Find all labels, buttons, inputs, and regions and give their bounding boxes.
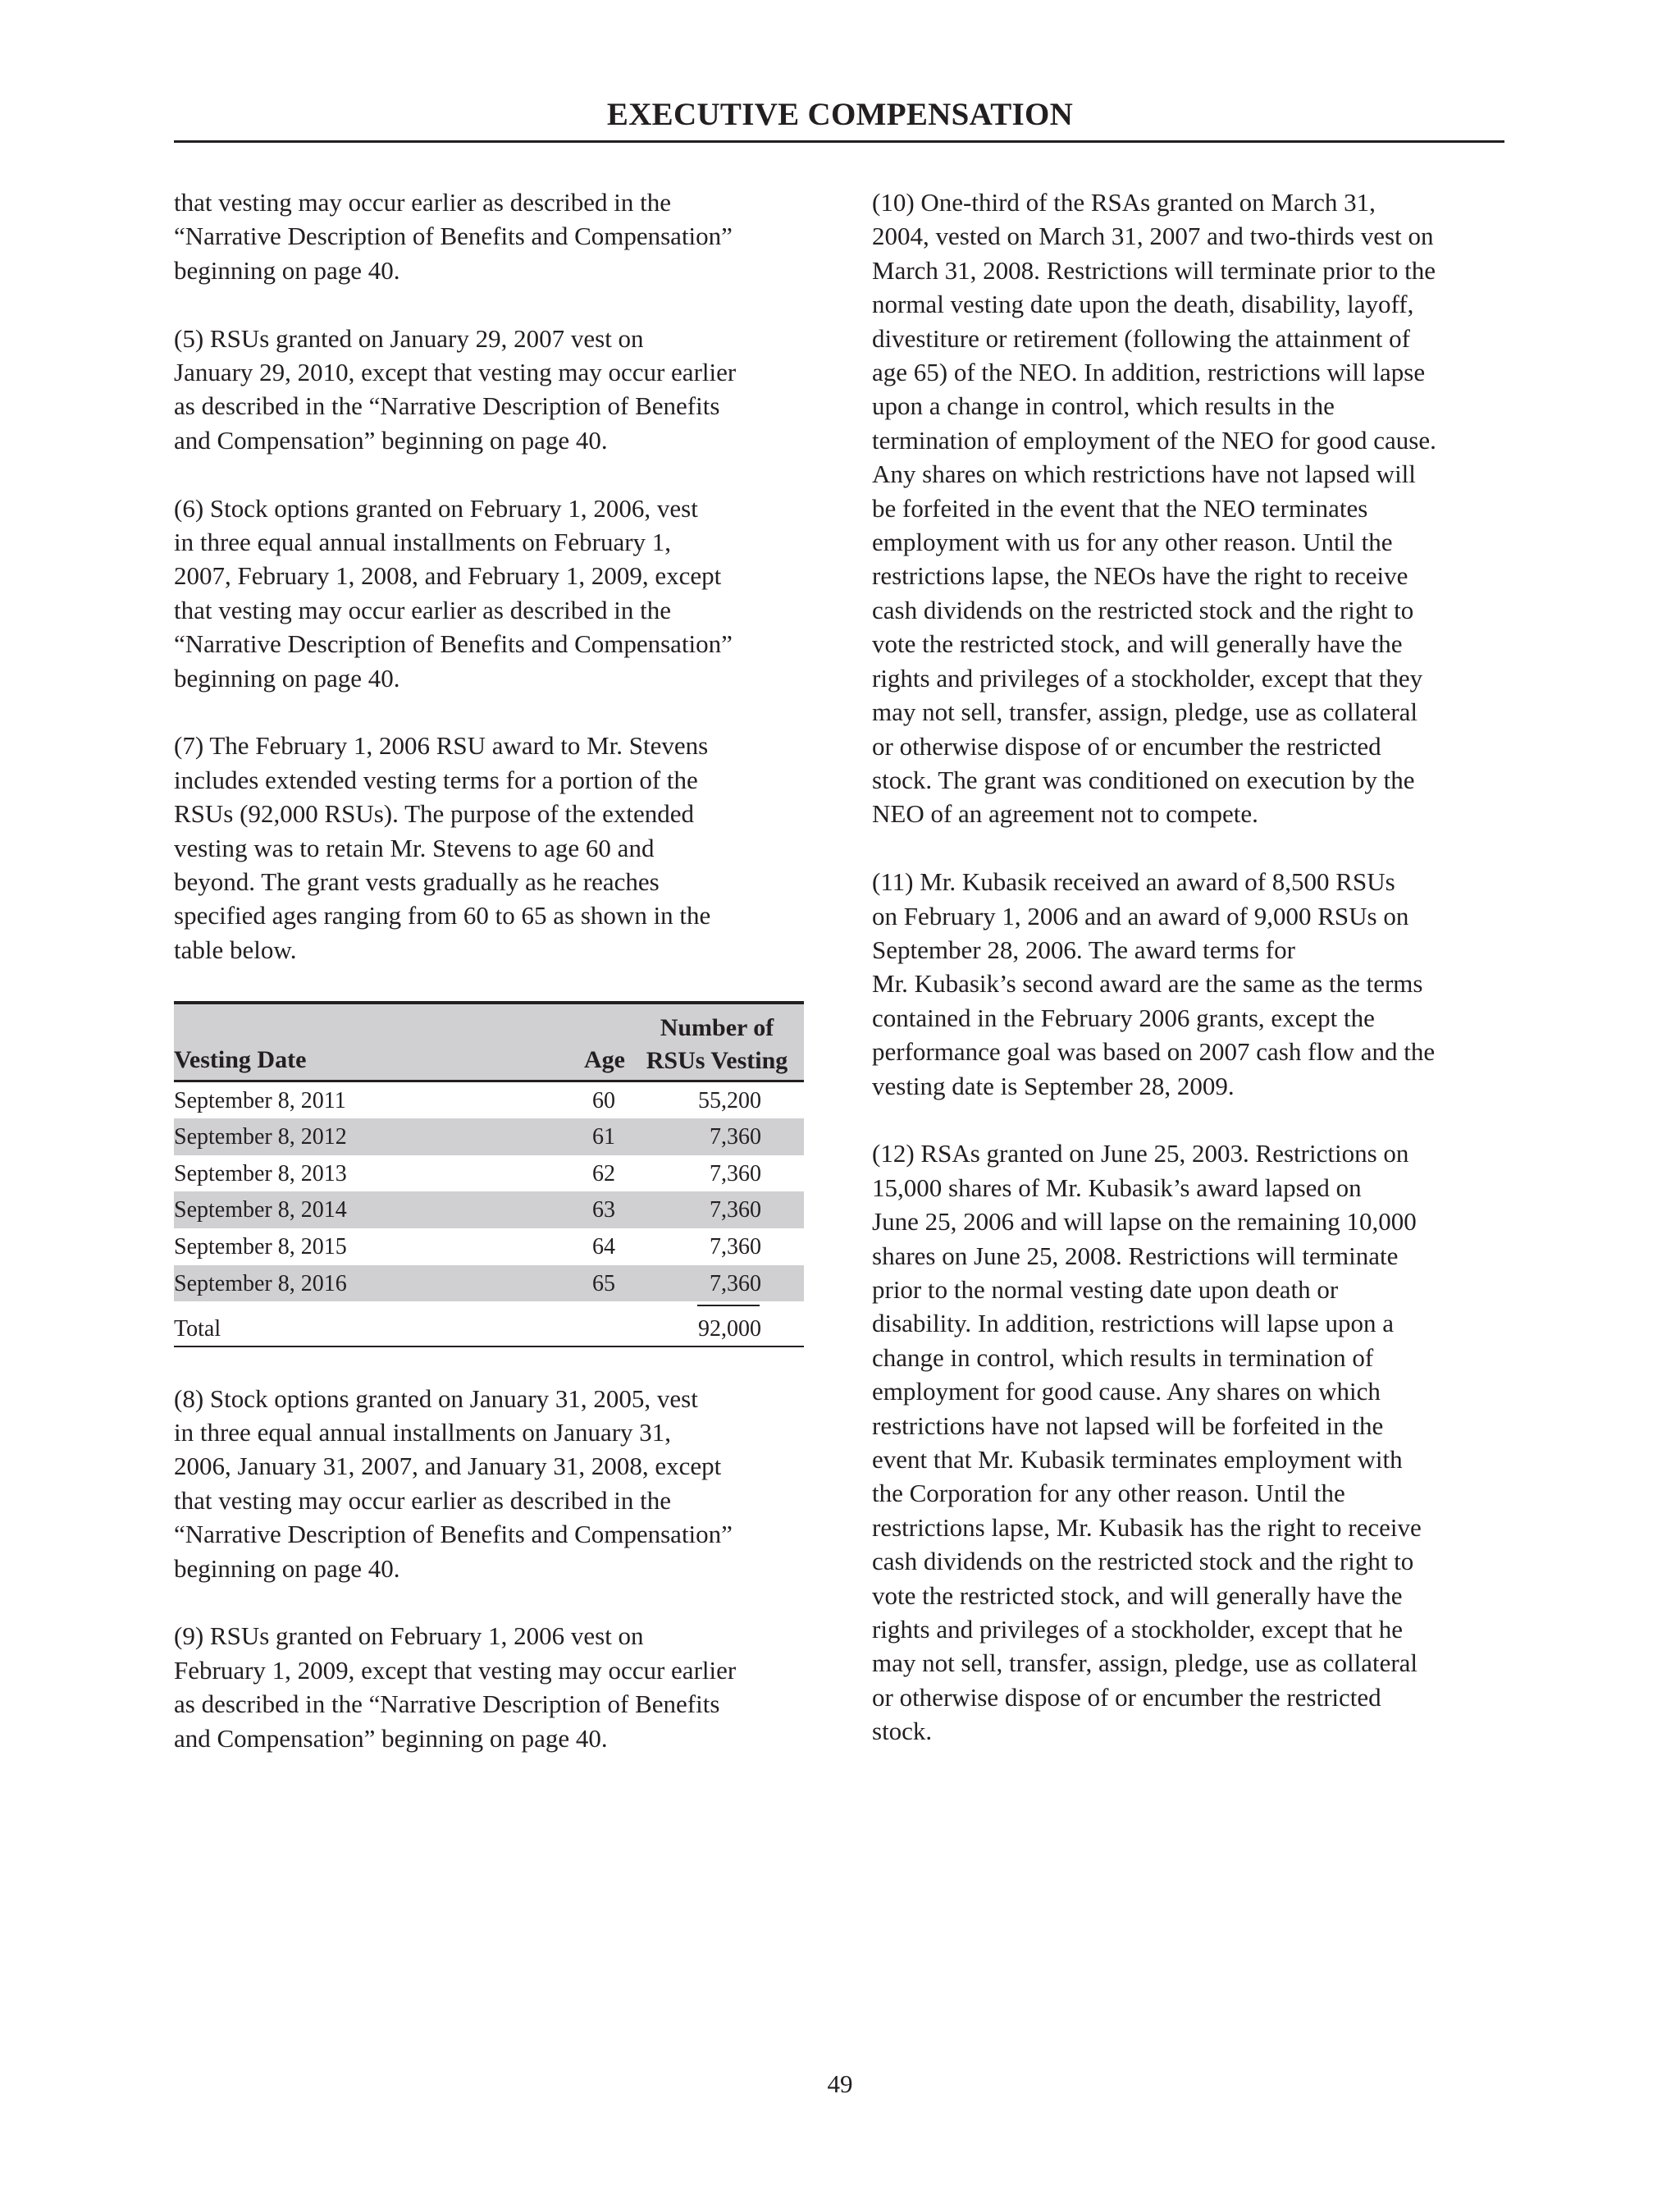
text-line: cash dividends on the restricted stock and the right to — [872, 1547, 1414, 1576]
cell-vesting-date: September 8, 2014 — [174, 1197, 347, 1223]
text-line: beyond. The grant vests gradually as he reaches — [174, 867, 660, 897]
text-line: beginning on page 40. — [174, 255, 400, 285]
text-line: (11) Mr. Kubasik received an award of 8,500 RSUs — [872, 867, 1395, 897]
header-age: Age — [584, 1046, 625, 1074]
text-line: (7) The February 1, 2006 RSU award to Mr. Stevens — [174, 731, 709, 761]
text-line: June 25, 2006 and will lapse on the remaining 10,000 — [872, 1207, 1417, 1237]
text-line: in three equal annual installments on January 31, — [174, 1418, 672, 1447]
text-line: and Compensation” beginning on page 40. — [174, 1723, 608, 1753]
left-column — [174, 185, 810, 1789]
text-line: includes extended vesting terms for a portion of the — [174, 765, 698, 794]
text-line: March 31, 2008. Restrictions will terminate prior to the — [872, 255, 1436, 285]
text-line: table below. — [174, 935, 297, 964]
text-line: (10) One-third of the RSAs granted on March 31, — [872, 188, 1376, 217]
text-line: may not sell, transfer, assign, pledge, use as collateral — [872, 1648, 1418, 1678]
text-line: the Corporation for any other reason. Until the — [872, 1479, 1345, 1508]
text-line: shares on June 25, 2008. Restrictions will terminate — [872, 1241, 1399, 1270]
cell-vesting-date: September 8, 2013 — [174, 1160, 347, 1186]
text-line: be forfeited in the event that the NEO terminates — [872, 493, 1368, 523]
text-line: 2004, vested on March 31, 2007 and two-thirds vest on — [872, 222, 1434, 251]
text-line: January 29, 2010, except that vesting may occur earlier — [174, 358, 737, 387]
text-line: termination of employment of the NEO for good cause. — [872, 425, 1436, 455]
text-line: disability. In addition, restrictions will lapse upon a — [872, 1309, 1394, 1338]
text-line: February 1, 2009, except that vesting may occur earlier — [174, 1655, 737, 1685]
text-line: on February 1, 2006 and an award of 9,000 RSUs on — [872, 901, 1409, 930]
cell-age: 62 — [592, 1160, 615, 1186]
text-line: 2007, February 1, 2008, and February 1, 2009, except — [174, 561, 722, 591]
table-header — [174, 1001, 804, 1082]
header-rsus-line1: Number of — [660, 1013, 774, 1041]
text-line: NEO of an agreement not to compete. — [872, 799, 1258, 829]
footnote-6 — [174, 491, 810, 695]
cell-vesting-date: September 8, 2011 — [174, 1087, 346, 1113]
table-row — [174, 1118, 804, 1155]
text-line: restrictions lapse, the NEOs have the right to receive — [872, 561, 1408, 591]
text-line: RSUs (92,000 RSUs). The purpose of the extended — [174, 799, 695, 829]
text-line: contained in the February 2006 grants, except the — [872, 1003, 1375, 1032]
subtotal-rule — [174, 1301, 804, 1313]
text-line: performance goal was based on 2007 cash flow and the — [872, 1037, 1436, 1067]
paragraph-intro-continuation — [174, 185, 810, 287]
cell-age: 60 — [592, 1087, 615, 1113]
text-line: Any shares on which restrictions have not lapsed will — [872, 459, 1416, 489]
cell-age: 65 — [592, 1270, 615, 1296]
cell-rsus-vesting: 7,360 — [710, 1234, 761, 1260]
cell-vesting-date: September 8, 2012 — [174, 1124, 347, 1150]
page-number: 49 — [827, 2069, 853, 2098]
right-column — [872, 185, 1508, 1782]
vesting-schedule-table — [174, 1001, 804, 1348]
text-line: 2006, January 31, 2007, and January 31, 2008, except — [174, 1452, 722, 1481]
header-rsus-vesting — [630, 1012, 804, 1077]
text-line: “Narrative Description of Benefits and Compensation” — [174, 222, 733, 251]
text-line: employment with us for any other reason. Until the — [872, 528, 1393, 557]
header-rsus-line2: RSUs Vesting — [646, 1046, 788, 1074]
text-line: (6) Stock options granted on February 1, 2006, vest — [174, 493, 698, 523]
text-line: that vesting may occur earlier as described in the — [174, 1485, 671, 1515]
text-line: vesting date is September 28, 2009. — [872, 1071, 1235, 1100]
cell-vesting-date: September 8, 2016 — [174, 1270, 347, 1296]
text-line: may not sell, transfer, assign, pledge, use as collateral — [872, 697, 1418, 727]
text-line: vote the restricted stock, and will generally have the — [872, 1580, 1403, 1610]
text-line: that vesting may occur earlier as described in the — [174, 188, 671, 217]
total-value: 92,000 — [698, 1316, 761, 1342]
text-line: prior to the normal vesting date upon death or — [872, 1274, 1339, 1304]
text-line: as described in the “Narrative Description of Benefits — [174, 391, 720, 421]
table-row — [174, 1155, 804, 1192]
text-line: upon a change in control, which results in the — [872, 391, 1335, 421]
text-line: cash dividends on the restricted stock and the right to — [872, 595, 1414, 624]
footnote-11 — [872, 865, 1508, 1103]
text-line: stock. — [872, 1717, 933, 1746]
text-line: normal vesting date upon the death, disability, layoff, — [872, 290, 1414, 319]
text-line: and Compensation” beginning on page 40. — [174, 425, 608, 455]
cell-rsus-vesting: 7,360 — [710, 1124, 761, 1150]
page-header-title: EXECUTIVE COMPENSATION — [606, 97, 1074, 132]
cell-age: 63 — [592, 1197, 615, 1223]
text-line: rights and privileges of a stockholder, except that they — [872, 663, 1423, 693]
text-line: (9) RSUs granted on February 1, 2006 vest on — [174, 1621, 644, 1651]
text-line: or otherwise dispose of or encumber the restricted — [872, 731, 1381, 761]
text-line: event that Mr. Kubasik terminates employment with — [872, 1445, 1403, 1474]
header-divider — [174, 140, 1504, 143]
text-line: change in control, which results in termination of — [872, 1342, 1374, 1372]
table-body — [174, 1082, 804, 1302]
table-row — [174, 1082, 804, 1119]
text-line: (8) Stock options granted on January 31, 2005, vest — [174, 1383, 698, 1413]
text-line: beginning on page 40. — [174, 1553, 400, 1583]
text-line: (12) RSAs granted on June 25, 2003. Restrictions on — [872, 1139, 1409, 1168]
text-line: “Narrative Description of Benefits and Compensation” — [174, 629, 733, 659]
text-line: in three equal annual installments on February 1, — [174, 528, 672, 557]
total-label: Total — [174, 1316, 221, 1342]
text-line: restrictions lapse, Mr. Kubasik has the right to receive — [872, 1512, 1422, 1542]
footnote-10 — [872, 185, 1508, 831]
cell-rsus-vesting: 7,360 — [710, 1160, 761, 1186]
text-line: restrictions have not lapsed will be forfeited in the — [872, 1410, 1384, 1440]
footnote-8 — [174, 1382, 810, 1585]
cell-rsus-vesting: 7,360 — [710, 1270, 761, 1296]
text-line: as described in the “Narrative Description of Benefits — [174, 1689, 720, 1719]
header-vesting-date: Vesting Date — [174, 1046, 307, 1074]
table-total-row — [174, 1313, 804, 1347]
text-line: Mr. Kubasik’s second award are the same as the terms — [872, 969, 1423, 999]
cell-vesting-date: September 8, 2015 — [174, 1234, 347, 1260]
table-row — [174, 1228, 804, 1265]
text-line: specified ages ranging from 60 to 65 as shown in the — [174, 901, 711, 930]
text-line: beginning on page 40. — [174, 663, 400, 693]
cell-rsus-vesting: 55,200 — [698, 1087, 761, 1113]
table-row — [174, 1191, 804, 1228]
text-line: vote the restricted stock, and will generally have the — [872, 629, 1403, 659]
text-line: employment for good cause. Any shares on which — [872, 1377, 1381, 1406]
text-line: age 65) of the NEO. In addition, restrictions will lapse — [872, 358, 1426, 387]
footnote-7 — [174, 729, 810, 967]
text-line: (5) RSUs granted on January 29, 2007 vest on — [174, 323, 644, 353]
cell-age: 61 — [592, 1124, 615, 1150]
text-line: stock. The grant was conditioned on execution by the — [872, 765, 1415, 794]
footnote-9 — [174, 1619, 810, 1755]
text-line: or otherwise dispose of or encumber the restricted — [872, 1682, 1381, 1712]
text-line: “Narrative Description of Benefits and Compensation” — [174, 1520, 733, 1549]
table-row — [174, 1265, 804, 1302]
cell-rsus-vesting: 7,360 — [710, 1197, 761, 1223]
text-line: divestiture or retirement (following the attainment of — [872, 323, 1410, 353]
text-line: 15,000 shares of Mr. Kubasik’s award lapsed on — [872, 1173, 1362, 1202]
text-line: that vesting may occur earlier as described in the — [174, 595, 671, 624]
cell-age: 64 — [592, 1234, 615, 1260]
text-line: September 28, 2006. The award terms for — [872, 935, 1295, 964]
footnote-5 — [174, 322, 810, 458]
text-line: vesting was to retain Mr. Stevens to age 60 and — [174, 833, 655, 862]
text-line: rights and privileges of a stockholder, except that he — [872, 1615, 1403, 1644]
footnote-12 — [872, 1136, 1508, 1748]
